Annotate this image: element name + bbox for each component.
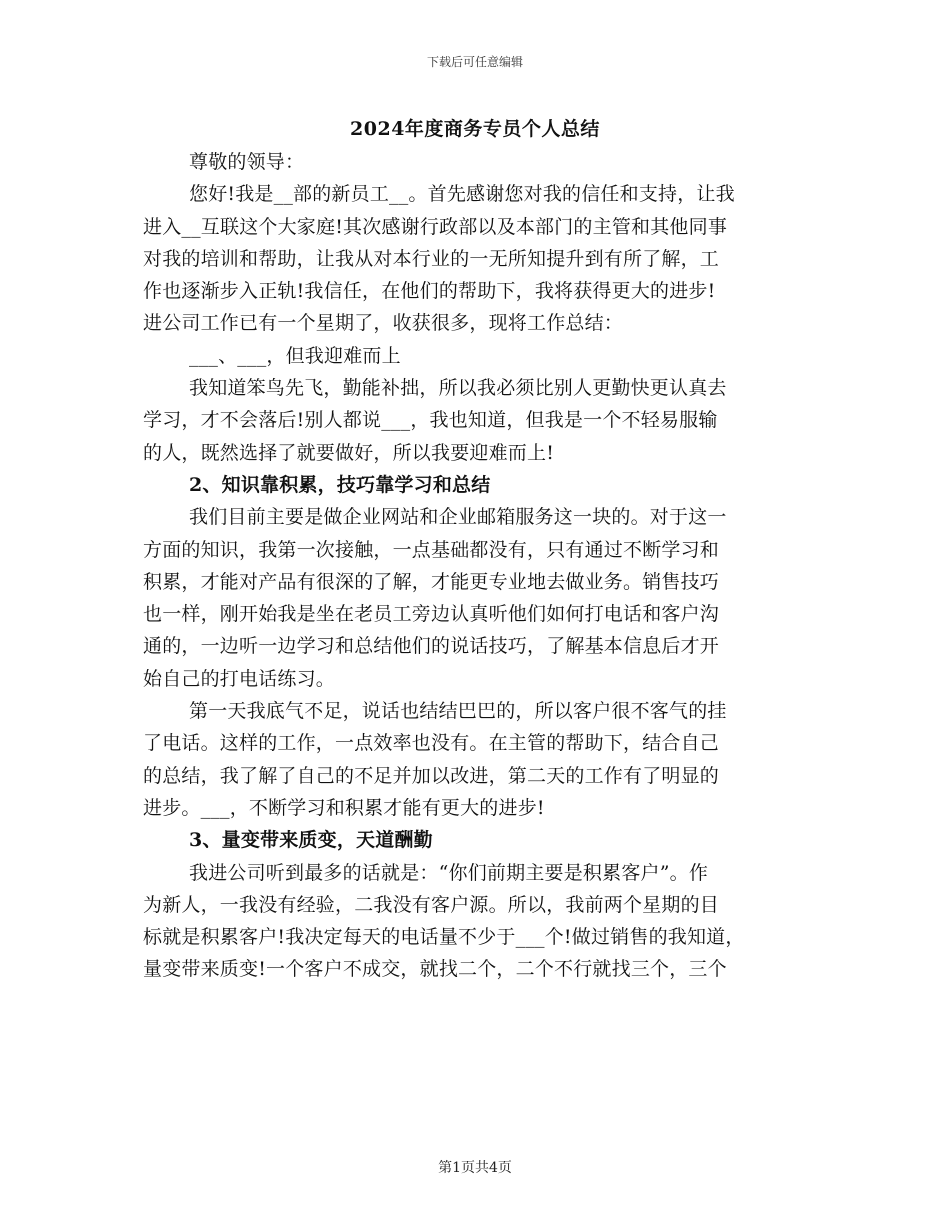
- paragraph-line: 了电话。这样的工作，一点效率也没有。在主管的帮助下，结合自己: [143, 732, 720, 755]
- paragraph-line: 我进公司听到最多的话就是：“你们前期主要是积累客户”。作: [189, 861, 709, 884]
- paragraph-line: 也一样，刚开始我是坐在老员工旁边认真听他们如何打电话和客户沟: [143, 603, 720, 626]
- section-heading: 2、知识靠积累，技巧靠学习和总结: [189, 473, 491, 496]
- paragraph-line: 积累，才能对产品有很深的了解，才能更专业地去做业务。销售技巧: [143, 570, 720, 593]
- page-footer: 第1页共4页: [438, 1160, 512, 1176]
- section-heading: 3、量变带来质变，天道酬勤: [189, 829, 433, 852]
- paragraph-line: 第一天我底气不足，说话也结结巴巴的，所以客户很不客气的挂: [189, 700, 727, 723]
- paragraph-line: 方面的知识，我第一次接触，一点基础都没有，只有通过不断学习和: [143, 538, 720, 561]
- paragraph-line: 学习，才不会落后!别人都说___，我也知道，但我是一个不轻易服输: [143, 409, 718, 432]
- paragraph-line: 我们目前主要是做企业网站和企业邮箱服务这一块的。对于这一: [189, 506, 727, 529]
- section-heading: ___、___，但我迎难而上: [189, 344, 401, 367]
- paragraph-line: 进步。___，不断学习和积累才能有更大的进步!: [143, 796, 545, 819]
- paragraph-line: 的人，既然选择了就要做好，所以我要迎难而上!: [143, 441, 555, 464]
- paragraph-line: 通的，一边听一边学习和总结他们的说话技巧，了解基本信息后才开: [143, 635, 720, 658]
- paragraph-line: 为新人，一我没有经验，二我没有客户源。所以，我前两个星期的目: [143, 893, 720, 916]
- paragraph-line: 您好!我是__部的新员工__。首先感谢您对我的信任和支持，让我: [189, 183, 735, 206]
- paragraph-line: 进公司工作已有一个星期了，收获很多，现将工作总结：: [143, 312, 624, 335]
- paragraph-line: 量变带来质变!一个客户不成交，就找二个，二个不行就找三个，三个: [143, 958, 727, 981]
- paragraph-line: 始自己的打电话练习。: [143, 667, 336, 690]
- paragraph-line: 的总结，我了解了自己的不足并加以改进，第二天的工作有了明显的: [143, 764, 720, 787]
- salutation: 尊敬的领导：: [189, 151, 305, 173]
- document-body: [143, 146, 803, 986]
- page-header: 下载后可任意编辑: [426, 55, 523, 69]
- paragraph-line: 对我的培训和帮助，让我从对本行业的一无所知提升到有所了解，工: [143, 247, 720, 270]
- paragraph-line: 我知道笨鸟先飞，勤能补拙，所以我必须比别人更勤快更认真去: [189, 377, 727, 400]
- paragraph-line: 作也逐渐步入正轨!我信任，在他们的帮助下，我将获得更大的进步!: [143, 280, 716, 303]
- paragraph-line: 标就是积累客户!我决定每天的电话量不少于___个!做过销售的我知道，: [143, 926, 745, 949]
- document-title: 2024年度商务专员个人总结: [350, 118, 600, 140]
- paragraph-line: 进入__互联这个大家庭!其次感谢行政部以及本部门的主管和其他同事: [143, 215, 728, 238]
